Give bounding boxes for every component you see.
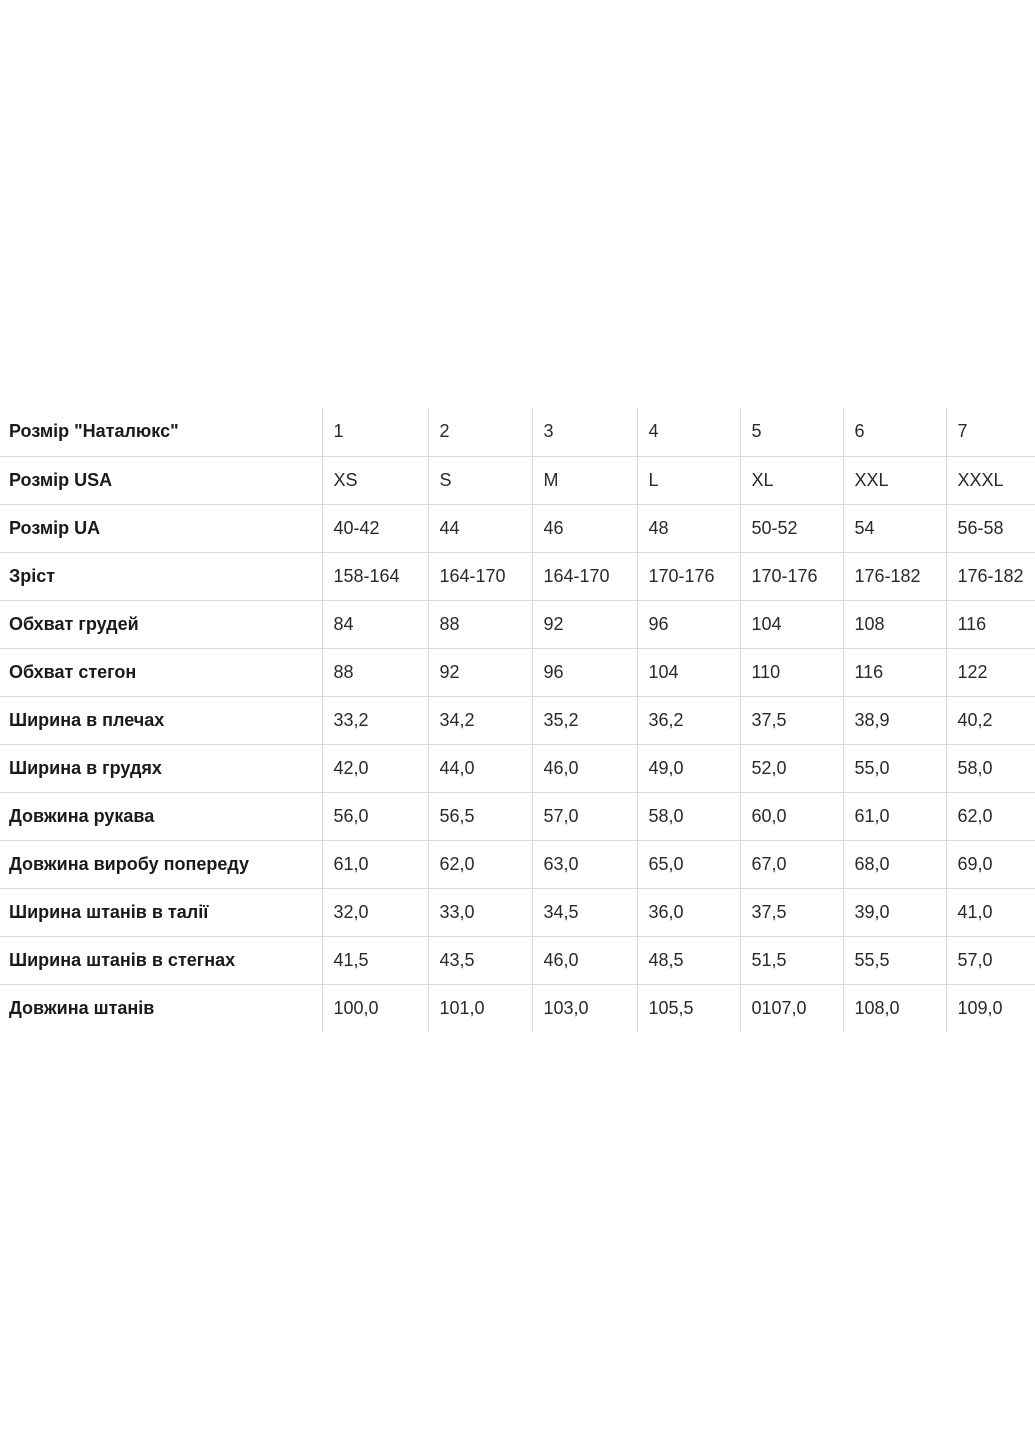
table-cell: XL bbox=[740, 456, 843, 504]
table-row bbox=[0, 696, 1035, 744]
row-label: Розмір USA bbox=[0, 456, 322, 504]
table-cell: 61,0 bbox=[322, 840, 428, 888]
table-cell: 43,5 bbox=[428, 936, 532, 984]
table-row bbox=[0, 504, 1035, 552]
table-cell: 104 bbox=[740, 600, 843, 648]
table-cell: 60,0 bbox=[740, 792, 843, 840]
table-cell: 37,5 bbox=[740, 888, 843, 936]
table-cell: 170-176 bbox=[740, 552, 843, 600]
table-row bbox=[0, 744, 1035, 792]
table-cell: 5 bbox=[740, 408, 843, 456]
row-label: Обхват стегон bbox=[0, 648, 322, 696]
table-cell: 101,0 bbox=[428, 984, 532, 1032]
table-cell: 58,0 bbox=[637, 792, 740, 840]
table-cell: 170-176 bbox=[637, 552, 740, 600]
table-cell: 104 bbox=[637, 648, 740, 696]
table-row bbox=[0, 600, 1035, 648]
table-row bbox=[0, 984, 1035, 1032]
table-cell: 92 bbox=[428, 648, 532, 696]
table-cell: 176-182 bbox=[843, 552, 946, 600]
table-cell: 68,0 bbox=[843, 840, 946, 888]
table-cell: 55,0 bbox=[843, 744, 946, 792]
table-row bbox=[0, 792, 1035, 840]
table-cell: 46,0 bbox=[532, 744, 637, 792]
table-cell: 63,0 bbox=[532, 840, 637, 888]
row-label: Ширина штанів в стегнах bbox=[0, 936, 322, 984]
table-row bbox=[0, 936, 1035, 984]
table-cell: 108 bbox=[843, 600, 946, 648]
table-cell: 0107,0 bbox=[740, 984, 843, 1032]
table-cell: 57,0 bbox=[946, 936, 1035, 984]
table-row bbox=[0, 456, 1035, 504]
table-cell: XXXL bbox=[946, 456, 1035, 504]
table-cell: 50-52 bbox=[740, 504, 843, 552]
table-cell: 33,0 bbox=[428, 888, 532, 936]
table-cell: 36,0 bbox=[637, 888, 740, 936]
table-cell: 88 bbox=[428, 600, 532, 648]
table-cell: 44,0 bbox=[428, 744, 532, 792]
table-row bbox=[0, 552, 1035, 600]
row-label: Довжина виробу попереду bbox=[0, 840, 322, 888]
table-cell: 48,5 bbox=[637, 936, 740, 984]
table-cell: 100,0 bbox=[322, 984, 428, 1032]
row-label: Ширина в грудях bbox=[0, 744, 322, 792]
table-cell: 65,0 bbox=[637, 840, 740, 888]
table-cell: 62,0 bbox=[428, 840, 532, 888]
table-cell: 122 bbox=[946, 648, 1035, 696]
table-cell: 164-170 bbox=[428, 552, 532, 600]
table-row bbox=[0, 840, 1035, 888]
table-cell: 164-170 bbox=[532, 552, 637, 600]
table-cell: 96 bbox=[532, 648, 637, 696]
table-cell: 40,2 bbox=[946, 696, 1035, 744]
table-cell: 41,5 bbox=[322, 936, 428, 984]
table-cell: 58,0 bbox=[946, 744, 1035, 792]
table-cell: 4 bbox=[637, 408, 740, 456]
table-cell: 158-164 bbox=[322, 552, 428, 600]
table-cell: 38,9 bbox=[843, 696, 946, 744]
table-cell: 56,0 bbox=[322, 792, 428, 840]
table-cell: 116 bbox=[946, 600, 1035, 648]
size-chart-table bbox=[0, 408, 1035, 1032]
table-cell: 61,0 bbox=[843, 792, 946, 840]
table-cell: 39,0 bbox=[843, 888, 946, 936]
row-label: Обхват грудей bbox=[0, 600, 322, 648]
row-label: Зріст bbox=[0, 552, 322, 600]
table-cell: L bbox=[637, 456, 740, 504]
table-cell: 51,5 bbox=[740, 936, 843, 984]
table-cell: 32,0 bbox=[322, 888, 428, 936]
table-cell: 84 bbox=[322, 600, 428, 648]
table-cell: 37,5 bbox=[740, 696, 843, 744]
row-label: Довжина рукава bbox=[0, 792, 322, 840]
table-cell: 48 bbox=[637, 504, 740, 552]
table-row bbox=[0, 888, 1035, 936]
table-row bbox=[0, 408, 1035, 456]
table-cell: 56,5 bbox=[428, 792, 532, 840]
row-label: Ширина штанів в талії bbox=[0, 888, 322, 936]
table-cell: 33,2 bbox=[322, 696, 428, 744]
table-cell: 56-58 bbox=[946, 504, 1035, 552]
table-cell: 35,2 bbox=[532, 696, 637, 744]
table-cell: 55,5 bbox=[843, 936, 946, 984]
table-cell: 52,0 bbox=[740, 744, 843, 792]
table-cell: 36,2 bbox=[637, 696, 740, 744]
table-cell: 41,0 bbox=[946, 888, 1035, 936]
table-cell: 67,0 bbox=[740, 840, 843, 888]
table-cell: 46 bbox=[532, 504, 637, 552]
table-cell: 108,0 bbox=[843, 984, 946, 1032]
row-label: Ширина в плечах bbox=[0, 696, 322, 744]
table-cell: 105,5 bbox=[637, 984, 740, 1032]
table-cell: 103,0 bbox=[532, 984, 637, 1032]
table-cell: 57,0 bbox=[532, 792, 637, 840]
table-cell: 49,0 bbox=[637, 744, 740, 792]
table-cell: 46,0 bbox=[532, 936, 637, 984]
table-cell: 2 bbox=[428, 408, 532, 456]
table-cell: 34,5 bbox=[532, 888, 637, 936]
table-cell: 88 bbox=[322, 648, 428, 696]
table-cell: 42,0 bbox=[322, 744, 428, 792]
table-cell: 116 bbox=[843, 648, 946, 696]
table-cell: 110 bbox=[740, 648, 843, 696]
table-cell: 34,2 bbox=[428, 696, 532, 744]
table-cell: 69,0 bbox=[946, 840, 1035, 888]
table-cell: 62,0 bbox=[946, 792, 1035, 840]
table-cell: 109,0 bbox=[946, 984, 1035, 1032]
table-cell: 44 bbox=[428, 504, 532, 552]
row-label: Довжина штанів bbox=[9, 997, 155, 1018]
table-cell: 7 bbox=[946, 408, 1035, 456]
table-cell: S bbox=[428, 456, 532, 504]
table-cell: 40-42 bbox=[322, 504, 428, 552]
table-cell: XS bbox=[322, 456, 428, 504]
table-row bbox=[0, 648, 1035, 696]
table-cell: 96 bbox=[637, 600, 740, 648]
table-cell: 92 bbox=[532, 600, 637, 648]
row-label: Розмір "Наталюкс" bbox=[0, 408, 322, 456]
table-cell: 3 bbox=[532, 408, 637, 456]
table-cell: XXL bbox=[843, 456, 946, 504]
size-chart-body bbox=[0, 408, 1035, 1032]
table-cell: 54 bbox=[843, 504, 946, 552]
table-cell: 176-182 bbox=[946, 552, 1035, 600]
table-cell: 1 bbox=[322, 408, 428, 456]
table-cell: 6 bbox=[843, 408, 946, 456]
table-cell: M bbox=[532, 456, 637, 504]
row-label: Розмір UA bbox=[0, 504, 322, 552]
